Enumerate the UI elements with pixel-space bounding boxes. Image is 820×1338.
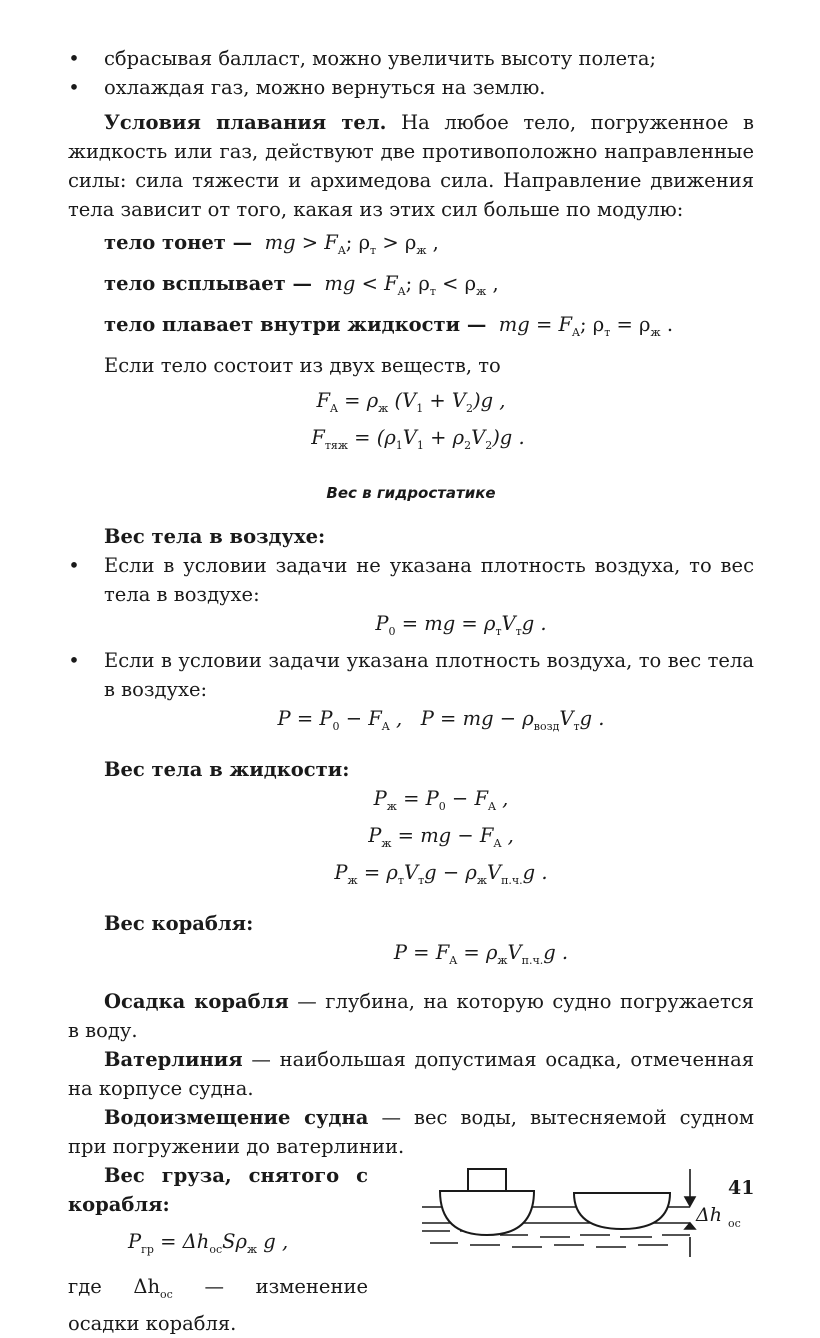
section-heading: Вес в гидростатике (326, 484, 496, 503)
page-content (68, 44, 754, 1338)
formula-gravity-two: $F_{тяж} = (\rho_1V_1 + \rho_2V_2)g$ . (311, 425, 525, 452)
air-weight-title: Вес тела в воздухе: (104, 525, 326, 549)
formula-liquid-3: $P_ж = \rho_тV_тg - \rho_жV_{п.ч.}g$ . (334, 861, 548, 887)
cargo-section (68, 1161, 754, 1338)
ship-draft-figure (420, 1165, 760, 1261)
cargo-weight-title: Вес груза, снятого с корабля: (68, 1163, 368, 1216)
formula-air-weight-1: $P_0$ = mg = $\rho_тV_тg$ . (375, 612, 547, 639)
bullet-item: • сбрасывая балласт, можно увеличить высоту полета; (68, 47, 657, 70)
draft-definition: Осадка корабля — глубина, на которую судно погружается в воду. (68, 989, 754, 1042)
condition-floats: тело плавает внутри жидкости — mg = $F_A$; $\rho_т = \rho_ж$ . (104, 312, 674, 339)
formula-archimedes-two: $F_A = \rho_ж$ $(V_1 + V_2)g$ , (316, 388, 506, 415)
bullet-item: • Если в условии задачи указана плотность воздуха, то вес тела в воздухе: (68, 649, 754, 702)
formula-liquid-2: $P_ж$ = mg − $F_A$ , (368, 824, 514, 851)
displacement-definition: Водоизмещение судна — вес воды, вытесняемой судном при погружении до ватерлинии. (68, 1105, 754, 1158)
bullet-item: • охлаждая газ, можно вернуться на землю. (68, 76, 546, 99)
floating-conditions-paragraph: Условия плавания тел. На любое тело, погруженное в жидкость или газ, действуют две противоположно направленные силы: сила тяжести и архимедова сила. Направление движения тела зависит от того, какая из этих сил больше по модулю: (68, 111, 755, 221)
bullet-item: • Если в условии задачи не указана плотность воздуха, то вес тела в воздухе: (68, 554, 754, 607)
formula-ship-weight: $P = F_A = \rho_жV_{п.ч.}g$ . (393, 940, 569, 967)
formula-cargo-weight: $P_{гр} = \Delta h_{ос}S\rho_ж$ g , (128, 1229, 289, 1256)
formula-liquid-1: $P_ж = P_0 - F_A$ , (373, 787, 509, 814)
where-text: где $\Delta h_{ос}$ — изменение осадки корабля. (68, 1274, 369, 1335)
formula-air-weight-2: $P = P_0 - F_A$ , P = mg − $\rho_{возд}V_тg$ . (277, 707, 605, 734)
condition-rises: тело всплывает — mg < $F_A$; $\rho_т < \rho_ж$ , (104, 271, 499, 298)
two-substances-text: Если тело состоит из двух веществ, то (104, 353, 501, 377)
condition-sinks: тело тонет — mg > $F_A$; $\rho_т > \rho_ж$ , (104, 231, 439, 257)
page-number: 41 (728, 1177, 755, 1199)
figure-delta-sub: ос (728, 1216, 741, 1230)
liquid-weight-title: Вес тела в жидкости: (104, 758, 350, 782)
waterline-definition: Ватерлиния — наибольшая допустимая осадка, отмеченная на корпусе судна. (68, 1047, 754, 1100)
ship-weight-title: Вес корабля: (104, 911, 254, 935)
figure-delta-label: Δh (696, 1203, 722, 1226)
